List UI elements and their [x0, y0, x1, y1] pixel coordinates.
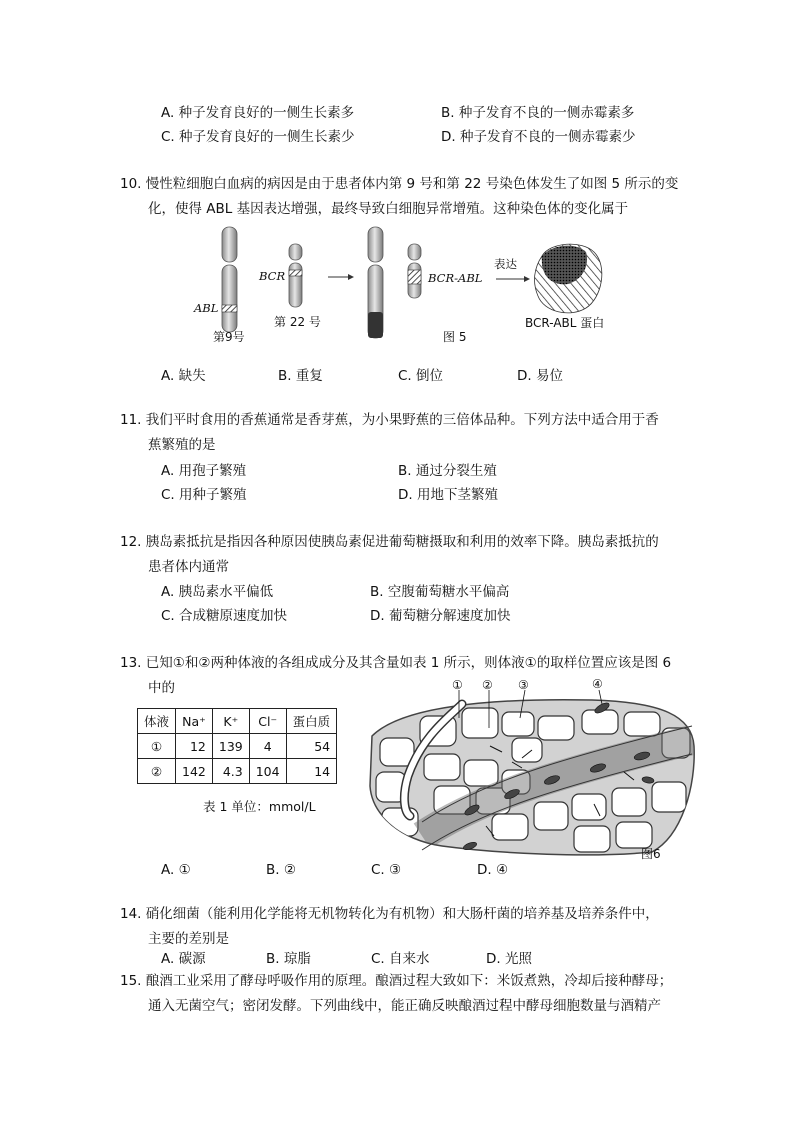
label-abl: ABL: [194, 301, 219, 315]
table-header-row: [138, 709, 337, 734]
express-arrow-icon: [524, 276, 530, 282]
table-1: [137, 708, 337, 784]
der9-dark-segment: [368, 312, 383, 338]
q9-option-a[interactable]: A. 种子发育良好的一侧生长素多: [161, 105, 355, 121]
figure-6-label-2: ②: [482, 678, 493, 692]
table-cell: 4: [249, 734, 286, 759]
q14-option-b[interactable]: B. 琼脂: [266, 951, 311, 967]
ph-short-arm: [408, 244, 421, 260]
q12-option-d[interactable]: D. 葡萄糖分解速度加快: [370, 608, 511, 624]
table-cell: 104: [249, 759, 286, 784]
q10-option-a[interactable]: A. 缺失: [161, 368, 206, 384]
table-cell: ①: [138, 734, 176, 759]
q11-option-b[interactable]: B. 通过分裂生殖: [398, 463, 497, 479]
table-header: Na⁺: [176, 709, 213, 734]
q13-option-c[interactable]: C. ③: [371, 862, 402, 878]
q13-option-d[interactable]: D. ④: [477, 862, 509, 878]
chr22-long-arm: [289, 263, 302, 307]
table-1-caption: 表 1 单位：mmol/L: [203, 799, 316, 814]
q11-stem: 11. 我们平时食用的香蕉通常是香芽蕉，为小果野蕉的三倍体品种。下列方法中适合用于香 蕉繁殖的是: [120, 412, 659, 453]
table-cell: 12: [176, 734, 213, 759]
q12-option-a[interactable]: A. 胰岛素水平偏低: [161, 584, 274, 600]
der9-short-arm: [368, 227, 383, 262]
q14-option-d[interactable]: D. 光照: [486, 951, 532, 967]
figure-6-caption: 图6: [641, 847, 661, 861]
q11-option-c[interactable]: C. 用种子繁殖: [161, 487, 247, 503]
table-cell: 139: [212, 734, 249, 759]
chr22-short-arm: [289, 244, 302, 260]
label-bcr-abl-protein: BCR-ABL 蛋白: [525, 316, 605, 330]
q11-option-a[interactable]: A. 用孢子繁殖: [161, 463, 247, 479]
table-row: [138, 734, 337, 759]
table-header: 体液: [138, 709, 176, 734]
q9-option-d[interactable]: D. 种子发育不良的一侧赤霉素少: [441, 129, 636, 145]
q10-stem: 10. 慢性粒细胞白血病的病因是由于患者体内第 9 号和第 22 号染色体发生了如图 5 所示的变 化，使得 ABL 基因表达增强，最终导致白细胞异常增殖。这种染色体的变化属于: [120, 176, 679, 217]
chr9-long-arm: [222, 265, 237, 332]
label-bcr: BCR: [259, 269, 286, 283]
chr9-abl-band: [222, 305, 237, 312]
q14-option-c[interactable]: C. 自来水: [371, 951, 430, 967]
label-chr22: 第 22 号: [274, 315, 321, 329]
q9-option-b[interactable]: B. 种子发育不良的一侧赤霉素多: [441, 105, 635, 121]
table-cell: ②: [138, 759, 176, 784]
label-chr9: 第9号: [213, 330, 245, 344]
q15-stem: 15. 酿酒工业采用了酵母呼吸作用的原理。酿酒过程大致如下：米饭煮熟，冷却后接种酵母； 通入无菌空气；密闭发酵。下列曲线中，能正确反映酿酒过程中酵母细胞数量与酒精产: [120, 973, 673, 1014]
q11-option-d[interactable]: D. 用地下茎繁殖: [398, 487, 498, 503]
table-cell: 4.3: [212, 759, 249, 784]
q12-option-b[interactable]: B. 空腹葡萄糖水平偏高: [370, 584, 510, 600]
figure-6-tissue: [362, 676, 700, 858]
q12-option-c[interactable]: C. 合成糖原速度加快: [161, 608, 288, 624]
q13-stem: 13. 已知①和②两种体液的各组成成分及其含量如表 1 所示，则体液①的取样位置应该是图 6 中的: [120, 655, 672, 696]
chr22-bcr-band: [289, 270, 302, 276]
table-header: 蛋白质: [286, 709, 337, 734]
q14-stem: 14. 硝化细菌（能利用化学能将无机物转化为有机物）和大肠杆菌的培养基及培养条件中， 主要的差别是: [120, 906, 659, 947]
figure-6-label-4: ④: [592, 677, 603, 691]
q14-option-a[interactable]: A. 碳源: [161, 951, 206, 967]
table-cell: 142: [176, 759, 213, 784]
table-cell: 14: [286, 759, 337, 784]
table-cell: 54: [286, 734, 337, 759]
figure-6-label-3: ③: [518, 678, 529, 692]
q12-stem: 12. 胰岛素抵抗是指因各种原因使胰岛素促进葡萄糖摄取和利用的效率下降。胰岛素抵抗的 患者体内通常: [120, 534, 659, 575]
table-header: Cl⁻: [249, 709, 286, 734]
q13-option-a[interactable]: A. ①: [161, 862, 191, 878]
q10-option-b[interactable]: B. 重复: [278, 368, 323, 384]
figure-6-label-1: ①: [452, 678, 463, 692]
q13-option-b[interactable]: B. ②: [266, 862, 296, 878]
table-header: K⁺: [212, 709, 249, 734]
figure-5-caption: 图 5: [443, 330, 467, 344]
arrow-icon: [348, 274, 354, 280]
q9-option-c[interactable]: C. 种子发育良好的一侧生长素少: [161, 129, 355, 145]
label-bcr-abl: BCR-ABL: [428, 271, 483, 285]
ph-bcr-abl-band: [408, 270, 421, 284]
chr9-short-arm: [222, 227, 237, 262]
label-express: 表达: [494, 257, 517, 271]
q10-option-d[interactable]: D. 易位: [517, 368, 563, 384]
table-row: [138, 759, 337, 784]
q10-option-c[interactable]: C. 倒位: [398, 368, 444, 384]
